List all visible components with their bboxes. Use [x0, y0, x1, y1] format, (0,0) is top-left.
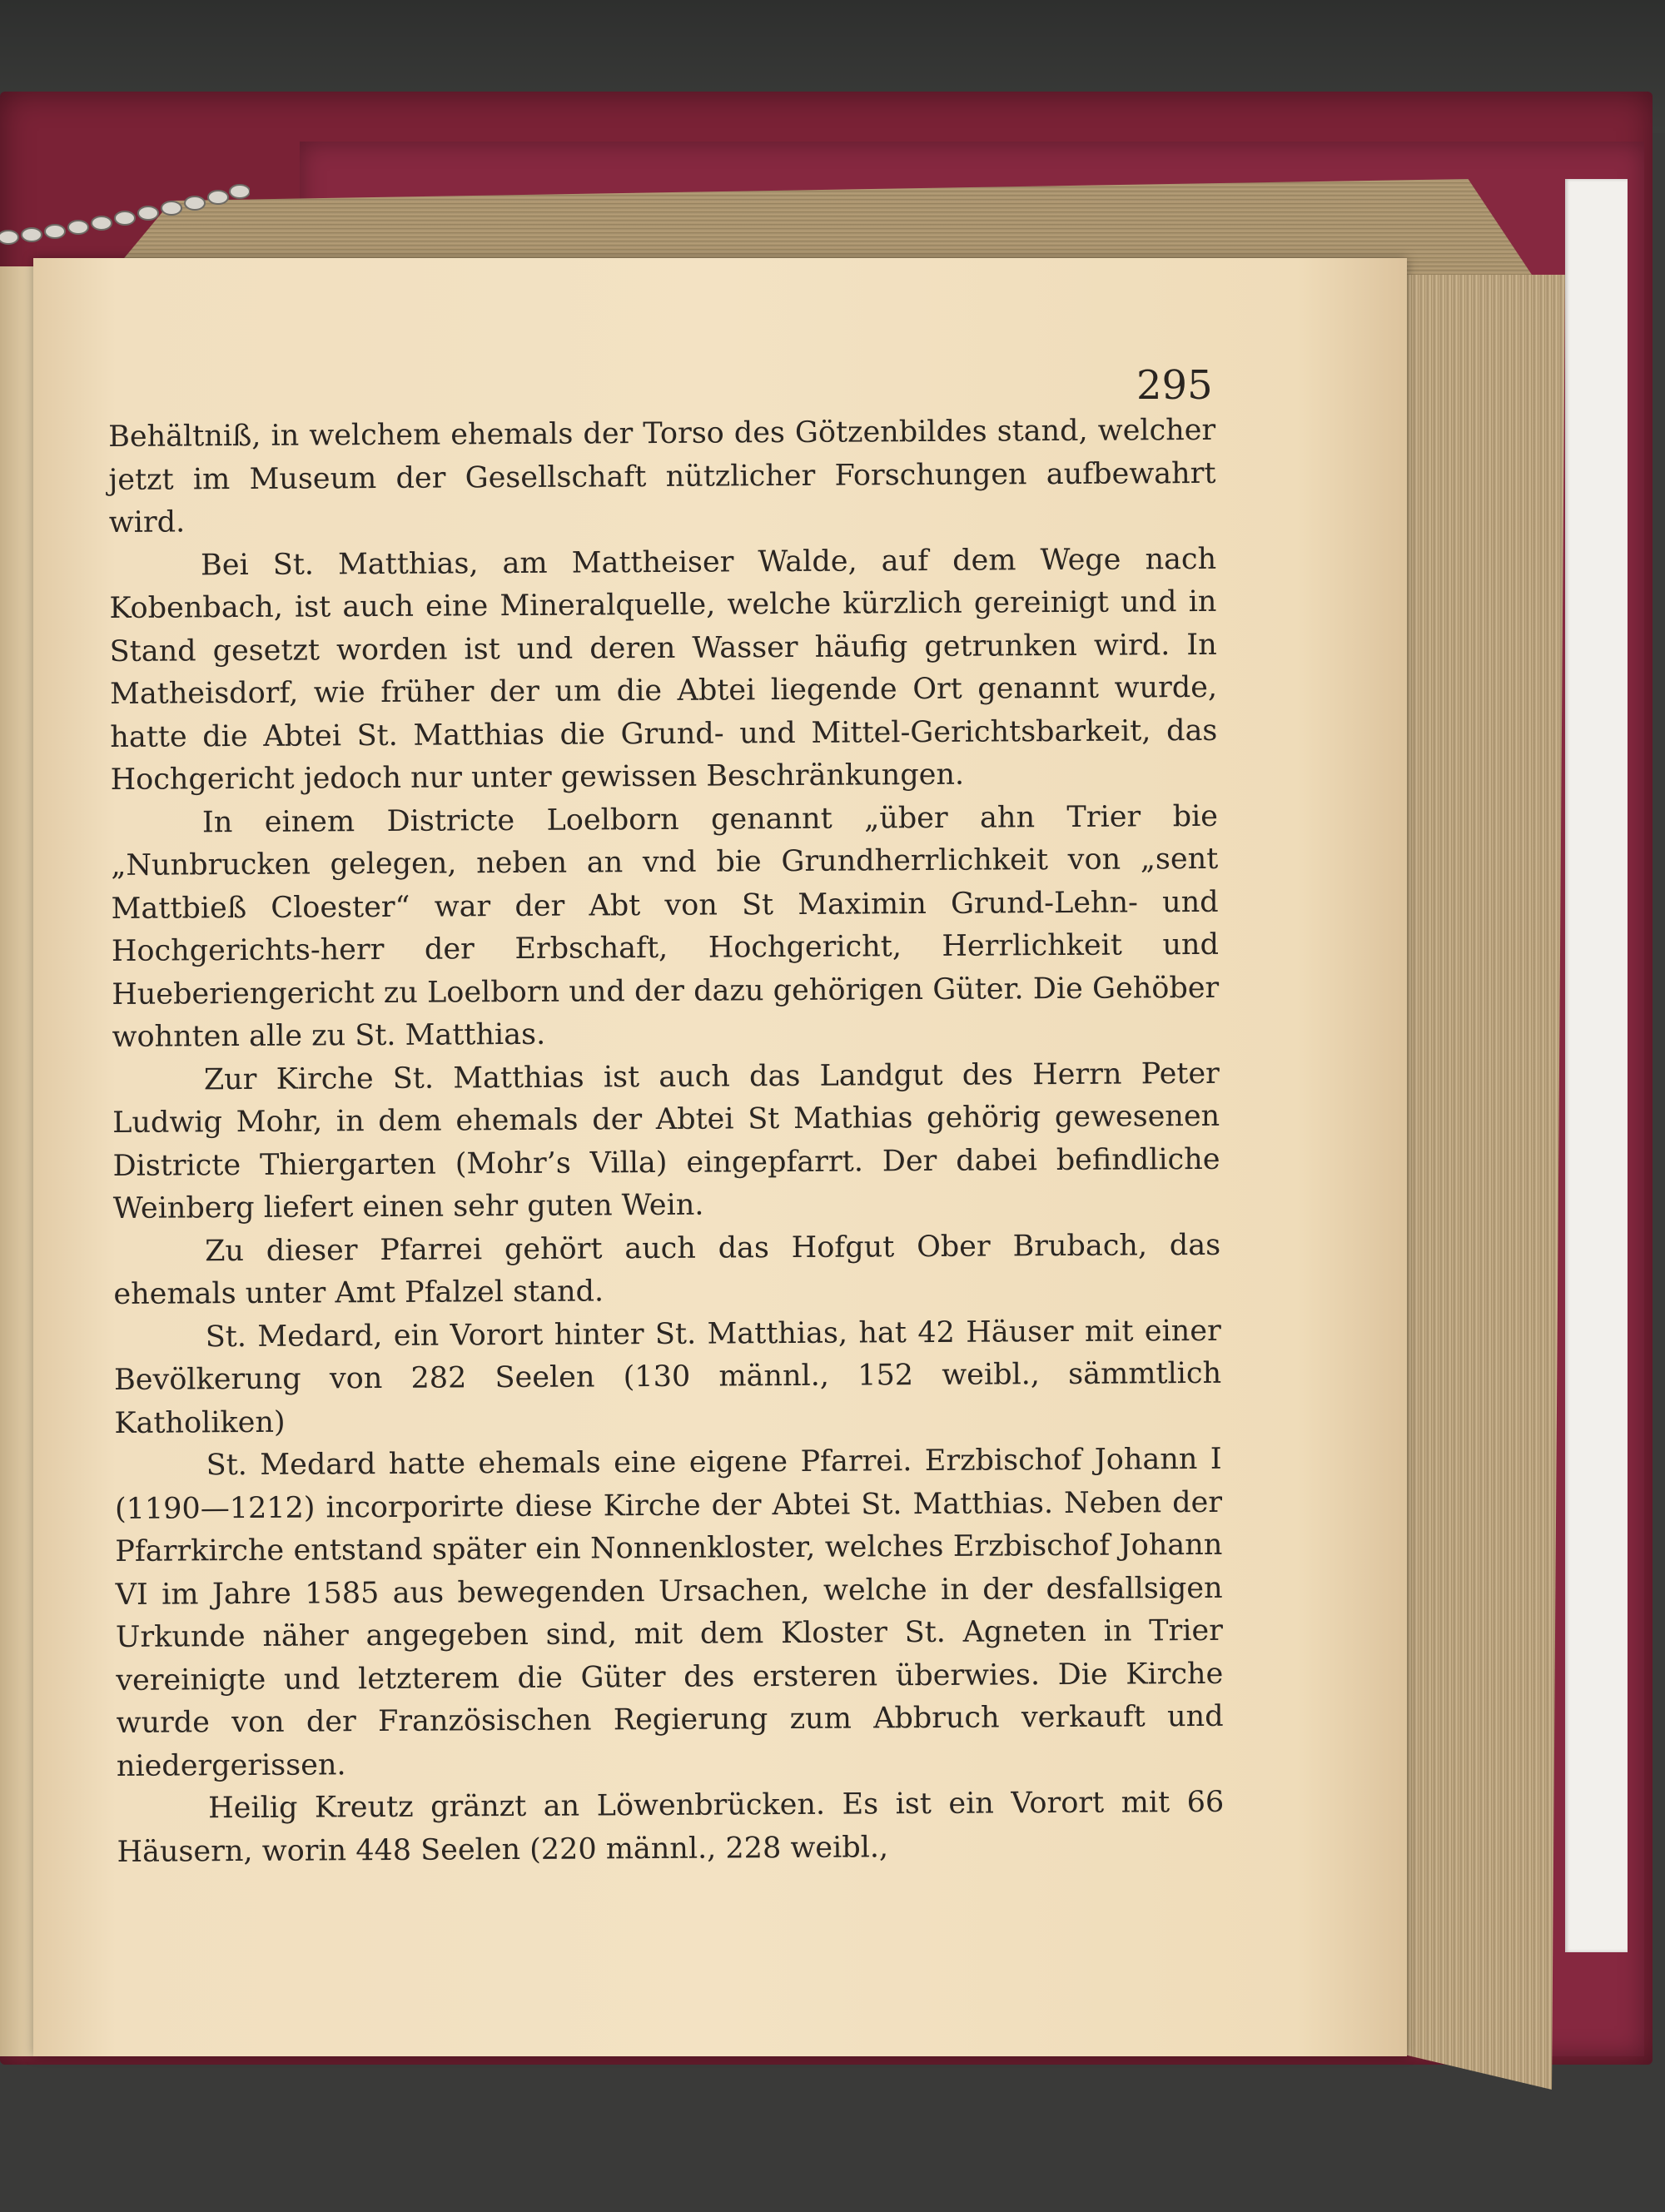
left-page-edge: [0, 266, 33, 2056]
page-text: [108, 410, 1225, 1874]
paragraph-4: Zur Kirche St. Matthias ist auch das Landgut des Herrn Peter Ludwig Mohr, in dem ehemals der Abtei St Mathias gehörig gewesenen Districte Thiergarten (Mohr’s Villa) eingepfarrt. Der dabei befindliche Weinberg liefert einen sehr guten Wein.: [112, 1056, 1220, 1225]
paragraph-3: In einem Districte Loelborn genannt „über ahn Trier bie „Nunbrucken gelegen, neben an vnd bie Grundherrlichkeit von „sent Mattbieß Cloester“ war der Abt von St Maximin Grund-Lehn- und Hochgerichts-herr der Erbschaft, Hochgericht, Herrlichkeit und Hueberiengericht zu Loelborn und der dazu gehörigen Güter. Die Gehöber wohnten alle zu St. Matthias.: [111, 799, 1220, 1054]
paragraph-6: St. Medard, ein Vorort hinter St. Matthias, hat 42 Häuser mit einer Bevölkerung von 282 Seelen (130 männl., 152 weibl., sämmtlich Katholiken): [113, 1314, 1222, 1440]
paragraph-7: St. Medard hatte ehemals eine eigene Pfarrei. Erzbischof Johann I (1190—1212) incorporirte diese Kirche der Abtei St. Matthias. Neben der Pfarrkirche entstand später ein Nonnenkloster, welches Erzbischof Johann VI im Jahre 1585 aus bewegenden Ursachen, welche in der desfallsigen Urkunde näher angegeben sind, mit dem Kloster St. Agneten in Trier vereinigte und letzterem die Güter des ersteren überwies. Die Kirche wurde von der Französischen Regierung zum Abbruch verkauft und niedergerissen.: [114, 1442, 1224, 1783]
paragraph-8: Heilig Kreutz gränzt an Löwenbrücken. Es ist ein Vorort mit 66 Häusern, worin 448 Seelen (220 männl., 228 weibl.,: [117, 1785, 1225, 1869]
page-stack-right: [1399, 275, 1565, 2090]
page-number: 295: [1136, 362, 1213, 409]
bookmark-ribbon: [0, 142, 250, 266]
paragraph-1: Behältniß, in welchem ehemals der Torso des Götzenbildes stand, welcher jetzt im Museum der Gesellschaft nützlicher Forschungen aufbewahrt wird.: [108, 413, 1216, 539]
paragraph-2: Bei St. Matthias, am Mattheiser Walde, auf dem Wege nach Kobenbach, ist auch eine Mineralquelle, welche kürzlich gereinigt und in Stand gesetzt worden ist und deren Wasser häufig getrunken wird. In Matheisdorf, wie früher der um die Abtei liegende Ort genannt wurde, hatte die Abtei St. Matthias die Grund- und Mittel-Gerichtsbarkeit, das Hochgericht jedoch nur unter gewissen Beschränkungen.: [109, 542, 1218, 797]
paper-strip: [1565, 179, 1628, 1952]
paragraph-5: Zu dieser Pfarrei gehört auch das Hofgut Ober Brubach, das ehemals unter Amt Pfalzel stand.: [113, 1228, 1221, 1311]
